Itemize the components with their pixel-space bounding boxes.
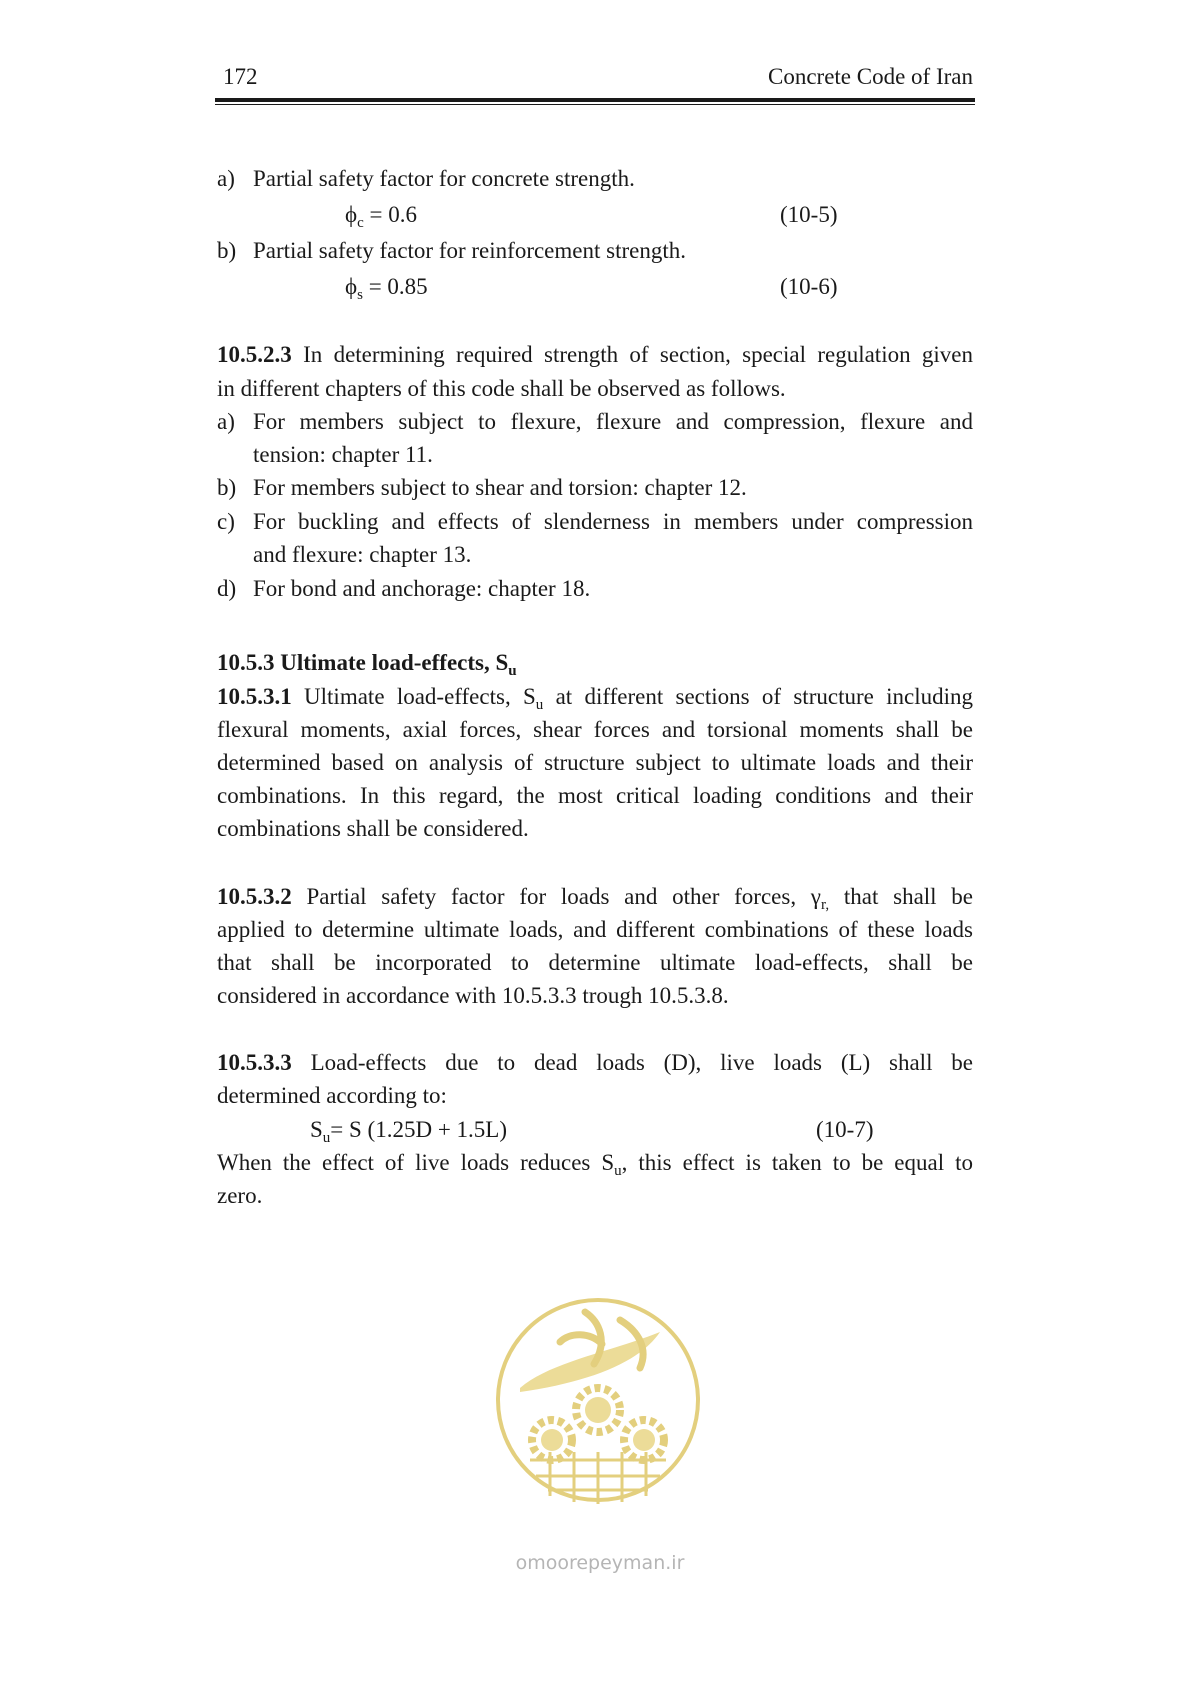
list-label: c) <box>217 509 235 534</box>
equation-10-7 <box>310 1113 507 1146</box>
paragraph-line: determined based on analysis of structure subject to ultimate loads and their <box>217 750 973 775</box>
gear-icon <box>532 1420 572 1460</box>
equation-number: (10-7) <box>816 1117 874 1142</box>
gear-icon <box>624 1420 664 1460</box>
running-title: Concrete Code of Iran <box>767 64 973 89</box>
watermark-logo <box>490 1292 706 1508</box>
paragraph-text: In determining required strength of section, special regulation given <box>303 342 974 367</box>
list-label: b) <box>217 238 237 263</box>
paragraph-line: considered in accordance with 10.5.3.3 trough 10.5.3.8. <box>217 983 729 1008</box>
paragraph-text: Partial safety factor for loads and other forces, γ <box>306 884 821 909</box>
list-item-text: Partial safety factor for concrete strength. <box>253 166 635 191</box>
subscript: u <box>508 663 517 679</box>
paragraph-line: combinations. In this regard, the most critical loading conditions and their <box>217 783 973 808</box>
equation-number: (10-5) <box>780 202 838 227</box>
phi-symbol: ϕ <box>345 274 358 299</box>
subscript: r, <box>820 897 830 913</box>
list-item-text: For buckling and effects of slenderness in members under compression <box>253 509 973 534</box>
paragraph-text: Load-effects due to dead loads (D), live loads (L) shall be <box>310 1050 974 1075</box>
subscript: u <box>322 1130 331 1146</box>
list-item-text: For members subject to shear and torsion: chapter 12. <box>253 475 747 500</box>
page-number: 172 <box>223 64 258 89</box>
list-label: a) <box>217 409 235 434</box>
section-number: 10.5.3.3 <box>217 1050 292 1075</box>
equation-text: = S (1.25D + 1.5L) <box>330 1117 508 1142</box>
header-rule-thin <box>215 104 975 105</box>
paragraph-line <box>217 1046 973 1079</box>
list-label: b) <box>217 475 237 500</box>
equation-10-6 <box>345 270 428 303</box>
equation-text: = 0.85 <box>362 274 428 299</box>
subscript: u <box>614 1163 622 1179</box>
subscript: c <box>357 215 364 231</box>
paragraph-line <box>217 680 973 713</box>
paragraph-text: , this effect is taken to be equal to <box>621 1150 973 1175</box>
grid-base <box>530 1452 666 1504</box>
list-item-text: tension: chapter 11. <box>253 442 433 467</box>
list-label: d) <box>217 576 237 601</box>
paragraph-line: combinations shall be considered. <box>217 816 529 841</box>
paragraph-line: in different chapters of this code shall be observed as follows. <box>217 376 786 401</box>
subscript: u <box>535 697 544 713</box>
equation-text: = 0.6 <box>363 202 418 227</box>
phi-symbol: ϕ <box>345 202 358 227</box>
heading-text: 10.5.3 Ultimate load-effects, S <box>217 650 509 675</box>
watermark-site: omoorepeyman.ir <box>515 1552 685 1574</box>
paragraph-line <box>217 1146 973 1179</box>
paragraph-text: Ultimate load-effects, S <box>304 684 536 709</box>
list-item-text: For bond and anchorage: chapter 18. <box>253 576 591 601</box>
subscript: s <box>357 287 363 303</box>
paragraph-text: at different sections of structure including <box>543 684 973 709</box>
paragraph-line: determined according to: <box>217 1083 447 1108</box>
paragraph-line: flexural moments, axial forces, shear forces and torsional moments shall be <box>217 717 973 742</box>
paragraph-line: zero. <box>217 1183 263 1208</box>
list-item-text: For members subject to flexure, flexure and compression, flexure and <box>253 409 973 434</box>
paragraph-text: When the effect of live loads reduces S <box>217 1150 615 1175</box>
equation-text: S <box>310 1117 323 1142</box>
paragraph-line <box>217 338 973 371</box>
list-label: a) <box>217 166 235 191</box>
paragraph-line <box>217 880 973 913</box>
equation-10-5 <box>345 198 417 231</box>
section-number: 10.5.3.1 <box>217 684 292 709</box>
paragraph-line: applied to determine ultimate loads, and different combinations of these loads <box>217 917 973 942</box>
header-rule-thick <box>215 98 975 102</box>
paragraph-line: that shall be incorporated to determine ultimate load-effects, shall be <box>217 950 973 975</box>
section-number: 10.5.3.2 <box>217 884 292 909</box>
list-item-text: Partial safety factor for reinforcement strength. <box>253 238 686 263</box>
list-item-text: and flexure: chapter 13. <box>253 542 472 567</box>
equation-number: (10-6) <box>780 274 838 299</box>
paragraph-text: that shall be <box>829 884 974 909</box>
section-number: 10.5.2.3 <box>217 342 292 367</box>
gear-icon <box>576 1388 620 1432</box>
section-heading <box>217 646 517 679</box>
